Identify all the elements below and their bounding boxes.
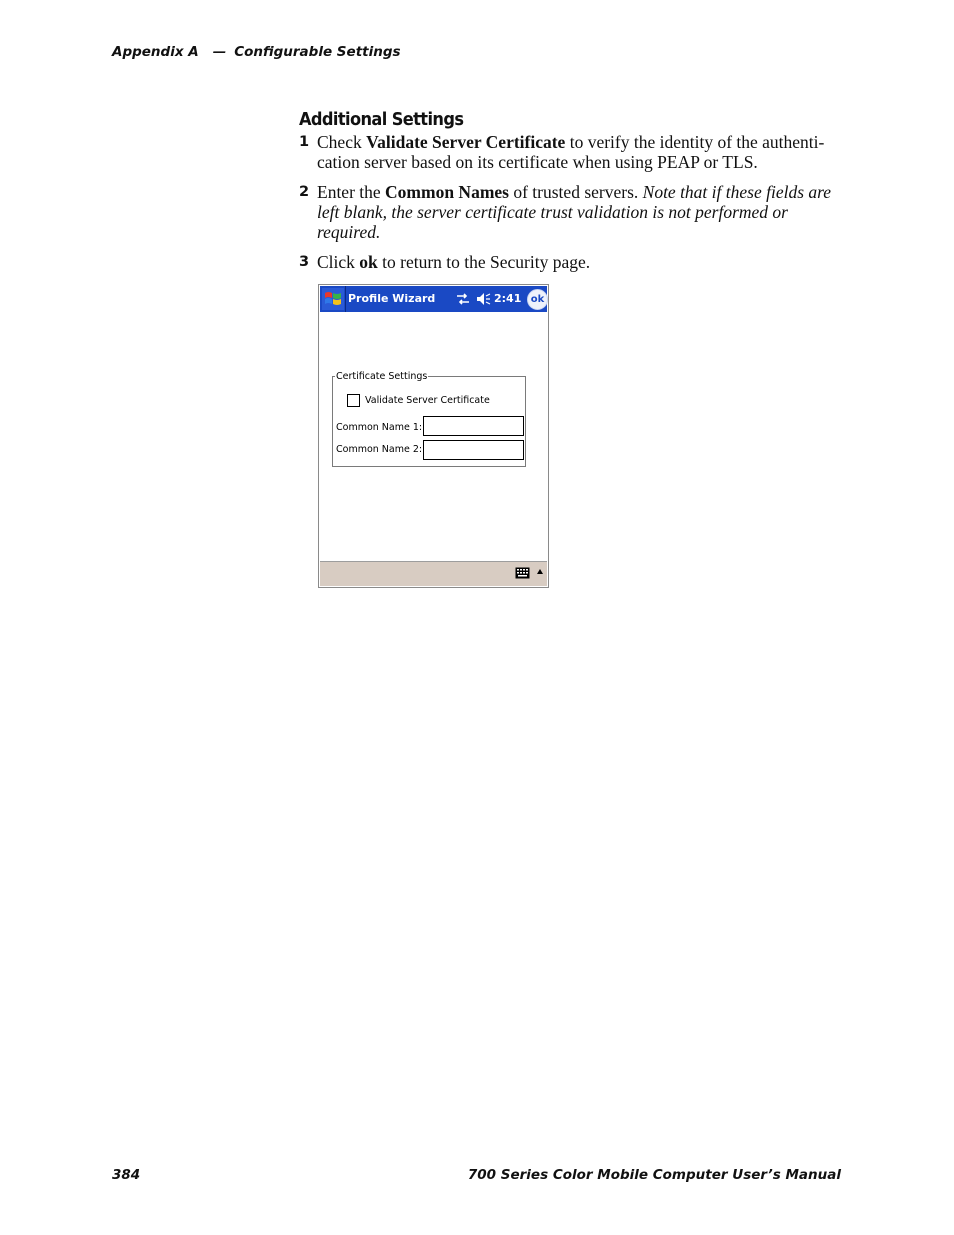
step-number: 2 xyxy=(299,184,310,200)
validate-server-certificate-checkbox[interactable] xyxy=(347,394,360,407)
clock[interactable]: 2:41 xyxy=(494,292,522,305)
step-text-pre: Check xyxy=(317,132,367,152)
step-text-post: to return to the Security page. xyxy=(377,252,591,272)
common-name-1-label: Common Name 1: xyxy=(336,422,423,433)
command-bar xyxy=(320,561,547,586)
windows-start-icon[interactable] xyxy=(322,288,344,310)
step-text-bold: Validate Server Certificate xyxy=(366,132,566,152)
speaker-icon[interactable] xyxy=(475,291,491,307)
certificate-settings-group xyxy=(332,371,526,467)
step-text-pre: Click xyxy=(317,252,360,272)
common-name-2-input[interactable] xyxy=(423,440,524,460)
header-separator: — xyxy=(212,44,227,60)
header-chapter: Configurable Settings xyxy=(234,44,401,60)
header-appendix: Appendix A xyxy=(112,44,199,60)
validate-server-certificate-label[interactable]: Validate Server Certificate xyxy=(365,395,490,406)
app-title: Profile Wizard xyxy=(348,292,436,305)
connectivity-icon[interactable] xyxy=(456,292,470,306)
step-number: 1 xyxy=(299,134,310,150)
section-title: Additional Settings xyxy=(299,109,464,130)
step-2 xyxy=(299,182,844,242)
manual-title: 700 Series Color Mobile Computer User’s Manual xyxy=(467,1167,841,1183)
step-3 xyxy=(299,252,844,272)
page-number: 384 xyxy=(112,1167,141,1183)
step-note: Note that if these fields are left blank, the server certificate trust validation is not performed or required. xyxy=(317,182,832,242)
keyboard-icon[interactable] xyxy=(515,567,530,579)
title-bar-divider xyxy=(345,286,346,312)
step-text-bold: Common Names xyxy=(385,182,509,202)
device-screenshot xyxy=(318,284,549,588)
common-name-2-label: Common Name 2: xyxy=(336,444,423,455)
step-text-post: of trusted servers. xyxy=(508,182,643,202)
step-text-pre: Enter the xyxy=(317,182,386,202)
validate-server-certificate-row[interactable] xyxy=(347,394,490,407)
steps-list xyxy=(299,132,844,282)
title-bar xyxy=(320,286,547,312)
step-1 xyxy=(299,132,844,172)
step-number: 3 xyxy=(299,254,310,270)
certificate-settings-legend: Certificate Settings xyxy=(336,371,428,382)
input-panel-arrow-icon[interactable] xyxy=(537,569,543,574)
ok-button[interactable]: ok xyxy=(527,289,548,310)
page-header xyxy=(112,44,401,60)
step-text-bold: ok xyxy=(359,252,378,272)
step-text-post: to verify the identity of the authenti-cation server based on its certificate when using PEAP or TLS. xyxy=(317,132,825,172)
common-name-1-input[interactable] xyxy=(423,416,524,436)
